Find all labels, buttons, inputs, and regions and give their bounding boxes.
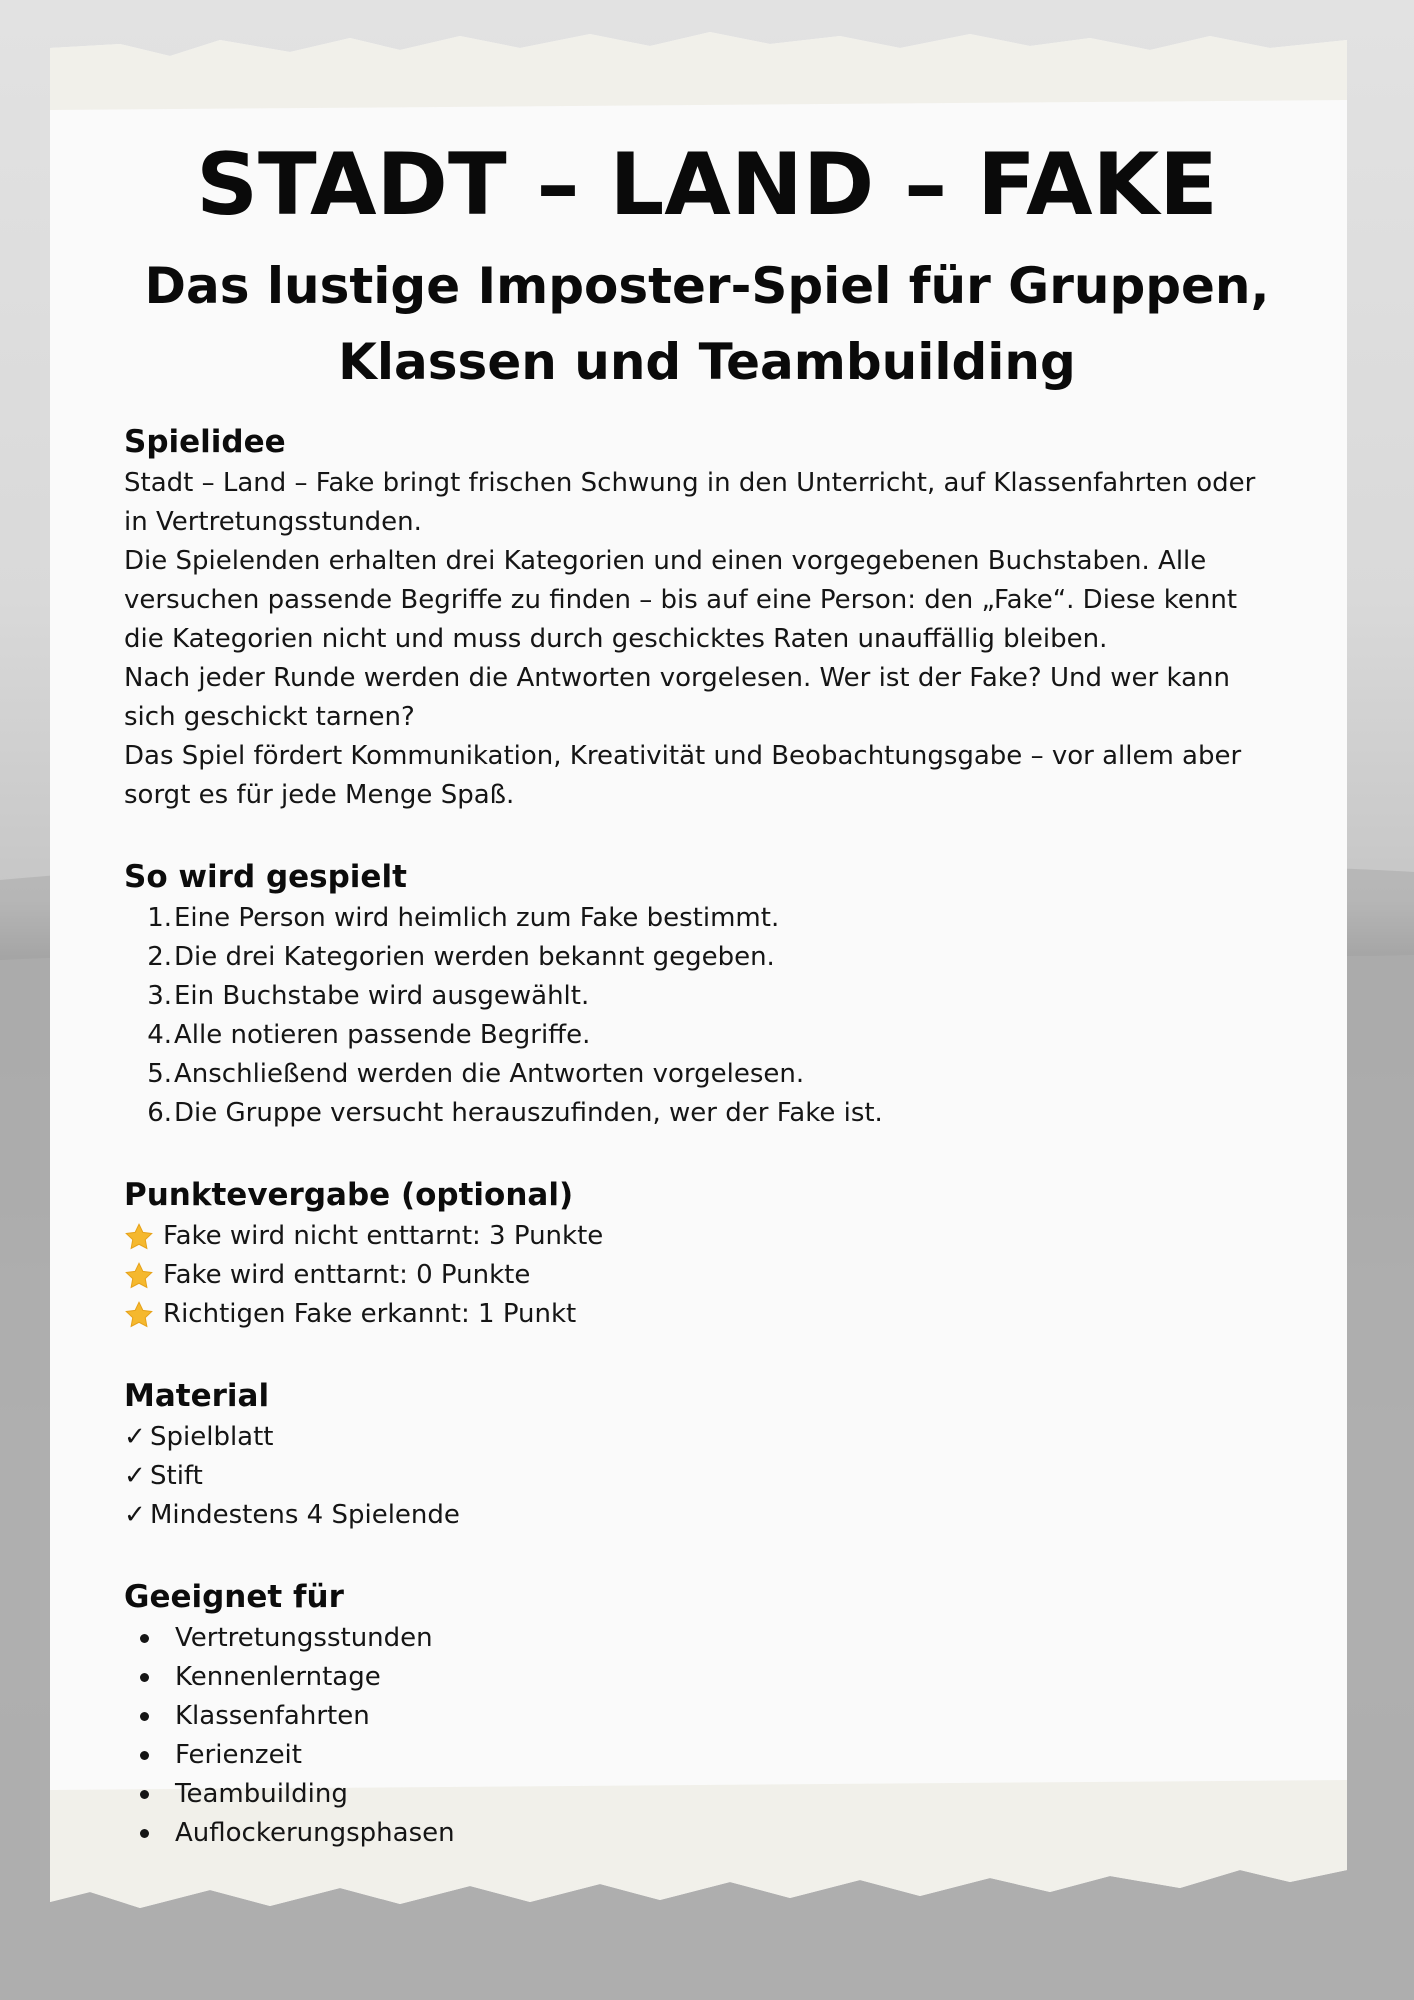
step-number: 2. bbox=[147, 942, 172, 972]
bullet-icon bbox=[140, 1790, 149, 1799]
bullet-icon bbox=[140, 1634, 149, 1643]
step-text: Die Gruppe versucht herauszufinden, wer der Fake ist. bbox=[174, 1098, 883, 1128]
step-text: Die drei Kategorien werden bekannt gegeben. bbox=[174, 942, 775, 972]
step-text: Ein Buchstabe wird ausgewählt. bbox=[174, 981, 590, 1011]
idea-paragraph: Stadt – Land – Fake bringt frischen Schwung in den Unterricht, auf Klassenfahrten oder in Vertretungsstunden. bbox=[124, 468, 1256, 537]
idea-paragraph: Nach jeder Runde werden die Antworten vorgelesen. Wer ist der Fake? Und wer kann sich geschickt tarnen? bbox=[124, 663, 1230, 732]
idea-paragraph: Die Spielenden erhalten drei Kategorien und einen vorgegebenen Buchstaben. Alle versuchen passende Begriffe zu finden – bis auf eine Person: den „Fake“. Diese kennt die Kategorien nicht und muss durch geschicktes Raten unauffällig bleiben. bbox=[124, 546, 1238, 654]
points-list bbox=[124, 1217, 1284, 1334]
step-number: 1. bbox=[147, 903, 172, 933]
material-list bbox=[124, 1418, 1284, 1535]
step-text: Anschließend werden die Antworten vorgelesen. bbox=[174, 1059, 805, 1089]
points-text: Fake wird enttarnt: 0 Punkte bbox=[163, 1260, 531, 1290]
suited-text: Klassenfahrten bbox=[175, 1701, 370, 1731]
step-item bbox=[146, 977, 1284, 1016]
step-number: 3. bbox=[147, 981, 172, 1011]
bullet-icon bbox=[140, 1673, 149, 1682]
step-number: 5. bbox=[147, 1059, 172, 1089]
suited-item bbox=[140, 1658, 1284, 1697]
material-item bbox=[124, 1418, 1284, 1457]
points-item bbox=[124, 1295, 1284, 1334]
step-number: 4. bbox=[147, 1020, 172, 1050]
section-suited bbox=[124, 1575, 1284, 1853]
idea-paragraph: Das Spiel fördert Kommunikation, Kreativität und Beobachtungsgabe – vor allem aber sorgt es für jede Menge Spaß. bbox=[124, 741, 1242, 810]
step-item bbox=[146, 1016, 1284, 1055]
suited-item bbox=[140, 1814, 1284, 1853]
page-title: STADT – LAND – FAKE bbox=[196, 135, 1218, 235]
material-text: Stift bbox=[150, 1461, 203, 1491]
step-item bbox=[146, 1055, 1284, 1094]
suited-text: Ferienzeit bbox=[175, 1740, 302, 1770]
suited-text: Kennenlerntage bbox=[175, 1662, 381, 1692]
suited-text: Vertretungsstunden bbox=[175, 1623, 433, 1653]
star-icon bbox=[124, 1300, 154, 1330]
check-icon: ✓ bbox=[124, 1461, 146, 1491]
step-item bbox=[146, 938, 1284, 977]
step-text: Alle notieren passende Begriffe. bbox=[174, 1020, 591, 1050]
document-body bbox=[124, 420, 1284, 1853]
section-heading-material: Material bbox=[124, 1378, 270, 1414]
points-item bbox=[124, 1256, 1284, 1295]
section-points bbox=[124, 1173, 1284, 1334]
material-text: Mindestens 4 Spielende bbox=[150, 1500, 460, 1530]
star-icon bbox=[124, 1222, 154, 1252]
material-text: Spielblatt bbox=[150, 1422, 274, 1452]
step-text: Eine Person wird heimlich zum Fake bestimmt. bbox=[174, 903, 780, 933]
suited-item bbox=[140, 1619, 1284, 1658]
step-item bbox=[146, 899, 1284, 938]
steps-list bbox=[124, 899, 1284, 1133]
section-heading-howto: So wird gespielt bbox=[124, 859, 407, 895]
step-number: 6. bbox=[147, 1098, 172, 1128]
suited-item bbox=[140, 1736, 1284, 1775]
page-subtitle: Das lustige Imposter-Spiel für Gruppen, Klassen und Teambuilding bbox=[144, 257, 1270, 391]
section-idea bbox=[124, 420, 1284, 815]
section-heading-suited: Geeignet für bbox=[124, 1579, 344, 1615]
bullet-icon bbox=[140, 1751, 149, 1760]
points-text: Fake wird nicht enttarnt: 3 Punkte bbox=[163, 1221, 604, 1251]
bullet-icon bbox=[140, 1712, 149, 1721]
section-heading-idea: Spielidee bbox=[124, 424, 286, 460]
points-text: Richtigen Fake erkannt: 1 Punkt bbox=[163, 1299, 577, 1329]
suited-text: Teambuilding bbox=[175, 1779, 348, 1809]
suited-item bbox=[140, 1775, 1284, 1814]
check-icon: ✓ bbox=[124, 1422, 146, 1452]
material-item bbox=[124, 1496, 1284, 1535]
section-howto bbox=[124, 855, 1284, 1133]
star-icon bbox=[124, 1261, 154, 1291]
step-item bbox=[146, 1094, 1284, 1133]
suited-list bbox=[124, 1619, 1284, 1853]
material-item bbox=[124, 1457, 1284, 1496]
points-item bbox=[124, 1217, 1284, 1256]
suited-text: Auflockerungsphasen bbox=[175, 1818, 455, 1848]
check-icon: ✓ bbox=[124, 1500, 146, 1530]
section-material bbox=[124, 1374, 1284, 1535]
bullet-icon bbox=[140, 1829, 149, 1838]
section-heading-points: Punktevergabe (optional) bbox=[124, 1177, 574, 1213]
suited-item bbox=[140, 1697, 1284, 1736]
